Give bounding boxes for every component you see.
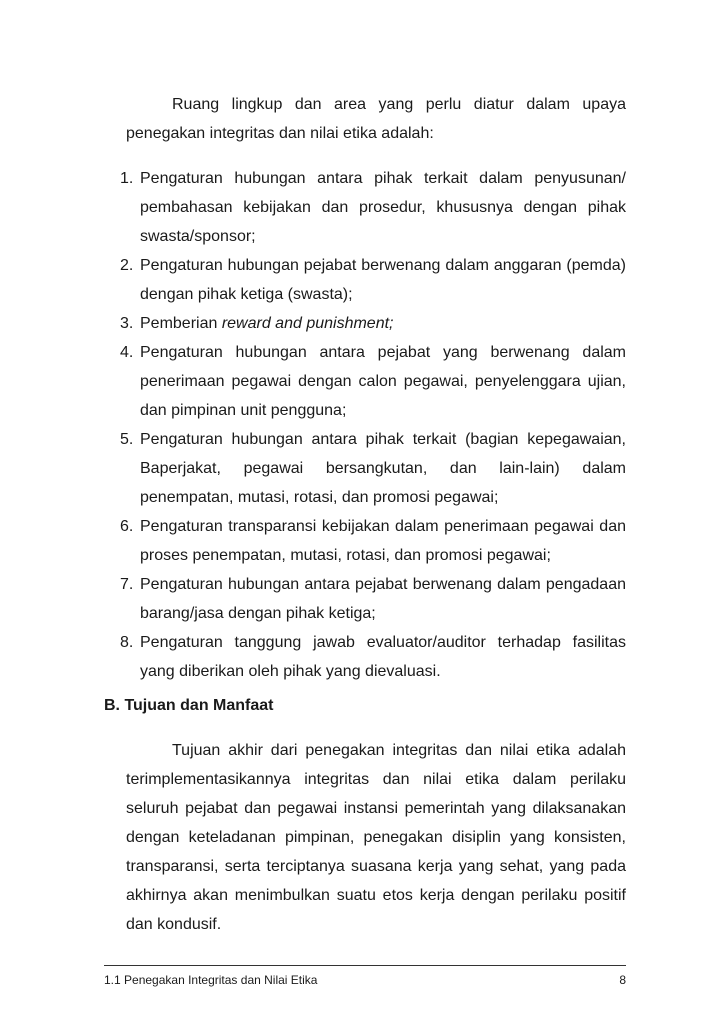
list-item-number: 6.: [120, 518, 134, 535]
list-item-number: 4.: [120, 344, 134, 361]
section-heading: B. Tujuan dan Manfaat: [104, 697, 274, 714]
list-item-text: Pemberian: [140, 315, 222, 332]
section-paragraph: [126, 736, 626, 939]
footer-divider: [104, 965, 626, 966]
list-item-text: Pengaturan hubungan antara pihak terkait dalam penyusunan/ pembahasan kebijakan dan prosedur, khususnya dengan pihak swasta/sponsor;: [140, 170, 626, 245]
list-item: [104, 628, 626, 686]
list-item-text: Pengaturan tanggung jawab evaluator/auditor terhadap fasilitas yang diberikan oleh pihak yang dievaluasi.: [140, 634, 626, 680]
list-item-number: 2.: [120, 257, 134, 274]
intro-paragraph: [126, 90, 626, 148]
list-item-number: 8.: [120, 634, 134, 651]
list-item-number: 7.: [120, 576, 134, 593]
list-item: [104, 251, 626, 309]
list-item-number: 1.: [120, 170, 134, 187]
list-item-text: Pengaturan hubungan antara pihak terkait (bagian kepegawaian, Baperjakat, pegawai bersangkutan, dan lain-lain) dalam penempatan, mutasi, rotasi, dan promosi pegawai;: [140, 431, 626, 506]
list-item: [104, 570, 626, 628]
section-body-text: Tujuan akhir dari penegakan integritas dan nilai etika adalah terimplementasikannya integritas dan nilai etika dalam perilaku seluruh pejabat dan pegawai instansi pemerintah yang dilaksanakan dengan keteladanan pimpinan, penegakan disiplin yang konsisten, transparansi, serta terciptanya suasana kerja yang sehat, yang pada akhirnya akan menimbulkan suatu etos kerja dengan perilaku positif dan kondusif.: [126, 742, 626, 933]
page-number: 8: [619, 973, 626, 987]
footer-title: 1.1 Penegakan Integritas dan Nilai Etika: [104, 973, 318, 987]
list-item-italic-text: reward and punishment;: [221, 315, 394, 332]
list-item: [104, 309, 626, 338]
list-item-text: Pengaturan hubungan antara pejabat berwenang dalam pengadaan barang/jasa dengan pihak ketiga;: [140, 576, 626, 622]
intro-text: Ruang lingkup dan area yang perlu diatur dalam upaya penegakan integritas dan nilai etika adalah:: [126, 96, 626, 142]
list-item-number: 5.: [120, 431, 134, 448]
list-item-text: Pengaturan hubungan pejabat berwenang dalam anggaran (pemda) dengan pihak ketiga (swasta);: [140, 257, 626, 303]
scope-list: [104, 164, 626, 686]
list-item-text: Pengaturan transparansi kebijakan dalam penerimaan pegawai dan proses penempatan, mutasi, rotasi, dan promosi pegawai;: [140, 518, 626, 564]
list-item: [104, 164, 626, 251]
list-item: [104, 338, 626, 425]
list-item: [104, 512, 626, 570]
list-item: [104, 425, 626, 512]
list-item-text: Pengaturan hubungan antara pejabat yang berwenang dalam penerimaan pegawai dengan calon pegawai, penyelenggara ujian, dan pimpinan unit pengguna;: [140, 344, 626, 419]
list-item-number: 3.: [120, 315, 134, 332]
